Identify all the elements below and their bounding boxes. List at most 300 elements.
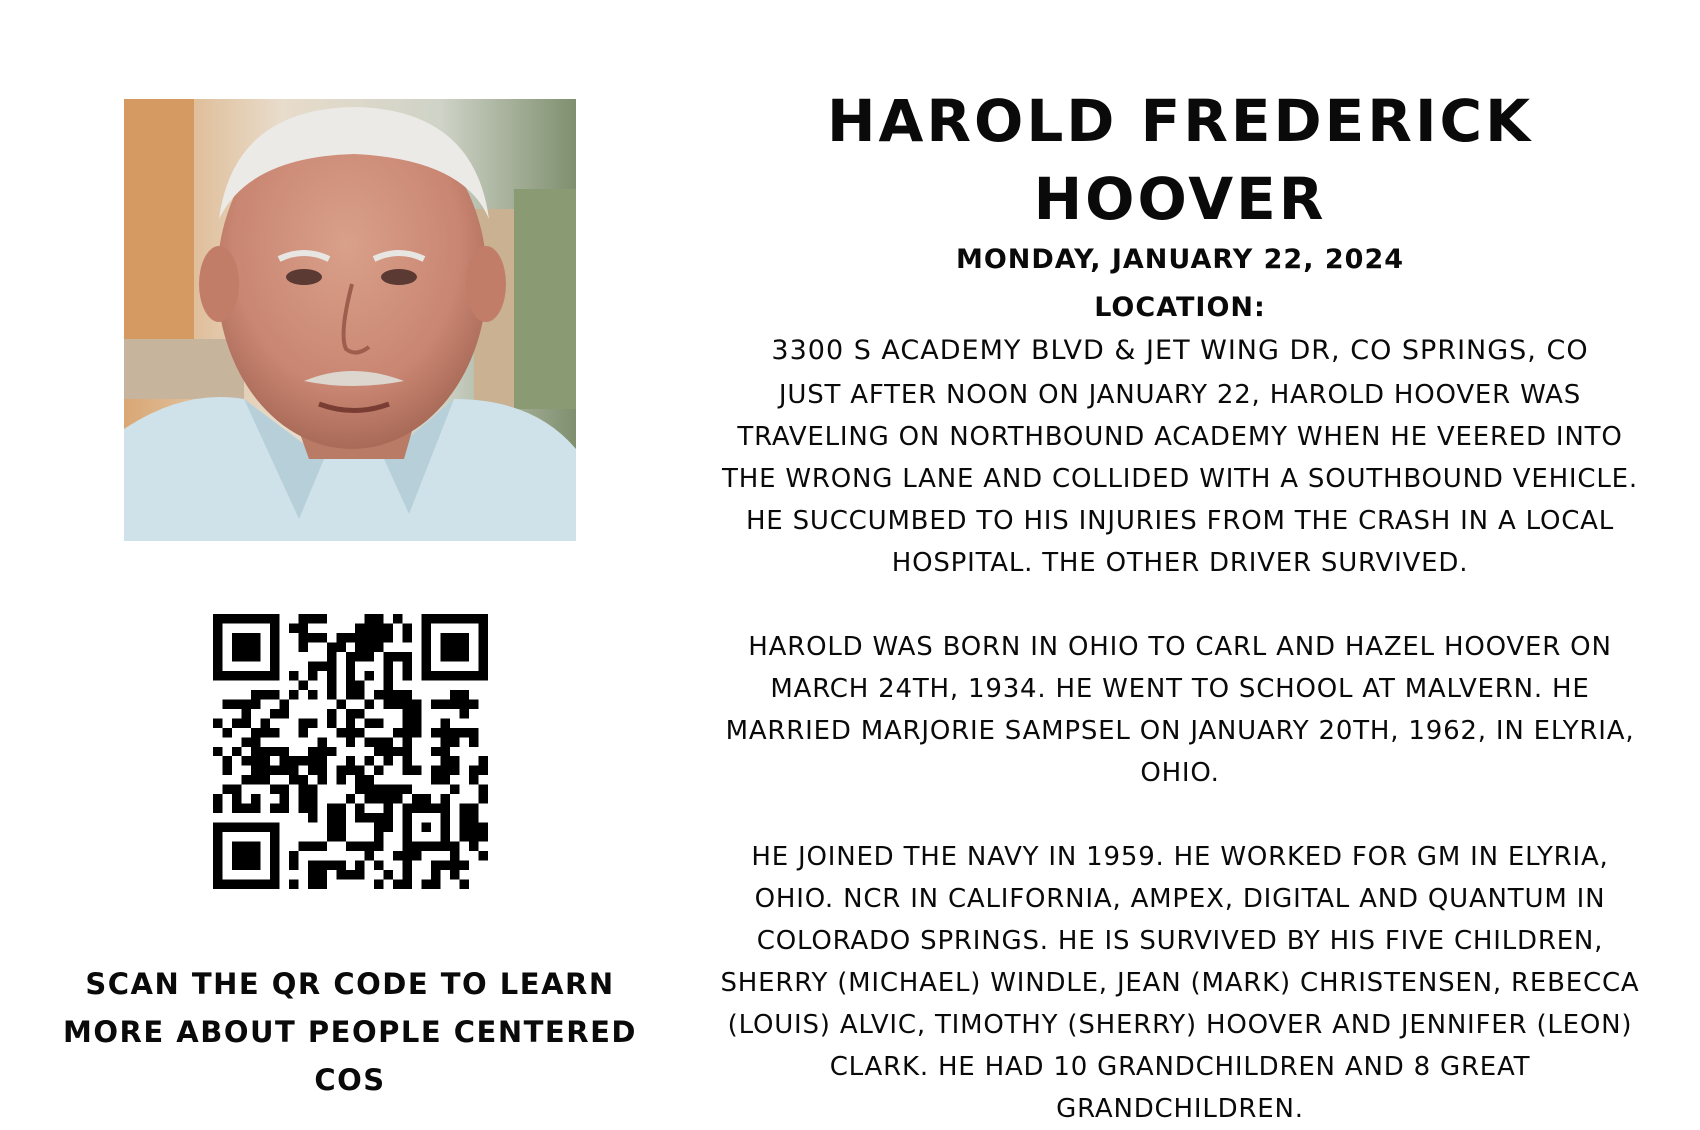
qr-module: [374, 633, 383, 642]
qr-module: [355, 690, 364, 699]
qr-module: [431, 861, 440, 870]
qr-module: [308, 756, 317, 765]
qr-module: [450, 671, 459, 680]
qr-module: [355, 709, 364, 718]
qr-module: [431, 880, 440, 889]
qr-module: [222, 756, 231, 765]
qr-module: [327, 642, 336, 651]
qr-module: [327, 832, 336, 841]
qr-module: [317, 633, 326, 642]
qr-module: [479, 633, 488, 642]
qr-module: [298, 623, 307, 632]
qr-module: [365, 642, 374, 651]
qr-module: [251, 699, 260, 708]
qr-module: [308, 785, 317, 794]
qr-module: [403, 671, 412, 680]
qr-module: [327, 690, 336, 699]
qr-module: [441, 842, 450, 851]
qr-module: [384, 652, 393, 661]
qr-module: [479, 614, 488, 623]
qr-module: [289, 690, 298, 699]
qr-module: [251, 842, 260, 851]
qr-module: [431, 870, 440, 879]
qr-module: [403, 861, 412, 870]
qr-module: [384, 661, 393, 670]
qr-module: [327, 652, 336, 661]
qr-module: [374, 623, 383, 632]
date: MONDAY, JANUARY 22, 2024: [955, 244, 1405, 275]
qr-module: [270, 880, 279, 889]
qr-module: [441, 718, 450, 727]
qr-module: [241, 718, 250, 727]
qr-module: [403, 842, 412, 851]
location-label: LOCATION:: [1094, 292, 1266, 323]
qr-module: [403, 851, 412, 860]
qr-module: [213, 633, 222, 642]
qr-module: [365, 718, 374, 727]
qr-module: [308, 766, 317, 775]
qr-module: [460, 690, 469, 699]
qr-module: [213, 623, 222, 632]
qr-module: [317, 870, 326, 879]
qr-module: [241, 737, 250, 746]
qr-module: [327, 804, 336, 813]
qr-module: [327, 718, 336, 727]
qr-module: [479, 794, 488, 803]
qr-module: [213, 851, 222, 860]
qr-module: [346, 728, 355, 737]
qr-module: [422, 842, 431, 851]
qr-module: [251, 671, 260, 680]
qr-module: [441, 766, 450, 775]
qr-module: [365, 794, 374, 803]
qr-module: [241, 861, 250, 870]
qr-module: [412, 804, 421, 813]
qr-module: [222, 728, 231, 737]
qr-module: [469, 728, 478, 737]
qr-module: [355, 813, 364, 822]
qr-module: [298, 756, 307, 765]
qr-module: [232, 652, 241, 661]
qr-module: [279, 709, 288, 718]
qr-module: [336, 766, 345, 775]
qr-module: [298, 642, 307, 651]
qr-module: [279, 756, 288, 765]
qr-module: [308, 690, 317, 699]
qr-module: [422, 880, 431, 889]
qr-module: [441, 737, 450, 746]
qr-module: [308, 794, 317, 803]
qr-module: [260, 614, 269, 623]
qr-module: [393, 747, 402, 756]
qr-module: [308, 813, 317, 822]
qr-module: [289, 623, 298, 632]
qr-module: [412, 718, 421, 727]
qr-module: [412, 728, 421, 737]
qr-module: [279, 785, 288, 794]
qr-module: [346, 709, 355, 718]
qr-module: [460, 642, 469, 651]
qr-module: [422, 614, 431, 623]
qr-module: [317, 880, 326, 889]
qr-module: [441, 794, 450, 803]
qr-module: [260, 756, 269, 765]
qr-module: [441, 652, 450, 661]
portrait-photo: [124, 99, 576, 541]
qr-module: [270, 851, 279, 860]
qr-module: [384, 756, 393, 765]
qr-module: [251, 652, 260, 661]
qr-module: [232, 718, 241, 727]
qr-module: [346, 737, 355, 746]
qr-module: [393, 794, 402, 803]
qr-module: [241, 709, 250, 718]
qr-module: [479, 652, 488, 661]
qr-module: [232, 794, 241, 803]
qr-module: [365, 633, 374, 642]
qr-module: [222, 785, 231, 794]
qr-module: [346, 633, 355, 642]
qr-module: [450, 861, 459, 870]
qr-module: [336, 728, 345, 737]
qr-module: [450, 699, 459, 708]
qr-module: [450, 737, 459, 746]
qr-module: [393, 851, 402, 860]
qr-module: [241, 652, 250, 661]
qr-module: [232, 804, 241, 813]
qr-module: [241, 880, 250, 889]
qr-module: [403, 813, 412, 822]
qr-module: [450, 756, 459, 765]
qr-module: [374, 614, 383, 623]
qr-module: [469, 813, 478, 822]
qr-module: [460, 880, 469, 889]
qr-module: [365, 851, 374, 860]
qr-module: [365, 699, 374, 708]
qr-module: [346, 680, 355, 689]
qr-module: [460, 832, 469, 841]
qr-module: [251, 690, 260, 699]
qr-module: [460, 699, 469, 708]
qr-module: [365, 671, 374, 680]
qr-module: [441, 861, 450, 870]
qr-module: [270, 870, 279, 879]
qr-module: [450, 690, 459, 699]
qr-module: [355, 623, 364, 632]
qr-module: [460, 813, 469, 822]
crash-paragraph: JUST AFTER NOON ON JANUARY 22, HAROLD HOOVER WAS TRAVELING ON NORTHBOUND ACADEMY WHEN HE VEERED INTO THE WRONG LANE AND COLLIDED WITH A SOUTHBOUND VEHICLE. HE SUCCUMBED TO HIS INJURIES FROM THE CRASH IN A LOCAL HOSPITAL. THE OTHER DRIVER SURVIVED.: [722, 380, 1638, 578]
qr-module: [270, 614, 279, 623]
qr-module: [289, 766, 298, 775]
qr-module: [441, 728, 450, 737]
qr-module: [308, 747, 317, 756]
qr-module: [213, 614, 222, 623]
qr-module: [460, 633, 469, 642]
qr-module: [374, 785, 383, 794]
qr-module: [298, 794, 307, 803]
qr-module: [365, 614, 374, 623]
qr-module: [289, 880, 298, 889]
qr-module: [441, 614, 450, 623]
qr-module: [403, 766, 412, 775]
qr-module: [260, 823, 269, 832]
qr-module: [346, 652, 355, 661]
qr-module: [355, 861, 364, 870]
qr-module: [251, 633, 260, 642]
qr-module: [355, 766, 364, 775]
qr-module: [270, 823, 279, 832]
qr-module: [289, 671, 298, 680]
qr-module: [232, 633, 241, 642]
qr-module: [431, 614, 440, 623]
qr-module: [346, 870, 355, 879]
qr-module: [289, 756, 298, 765]
qr-module: [460, 614, 469, 623]
qr-module: [403, 804, 412, 813]
qr-module: [403, 756, 412, 765]
qr-module: [346, 661, 355, 670]
qr-module: [374, 832, 383, 841]
qr-module: [279, 794, 288, 803]
qr-module: [336, 870, 345, 879]
qr-module: [279, 766, 288, 775]
qr-module: [222, 823, 231, 832]
qr-module: [298, 680, 307, 689]
qr-module: [232, 861, 241, 870]
qr-module: [441, 756, 450, 765]
qr-module: [289, 775, 298, 784]
qr-module: [241, 699, 250, 708]
qr-module: [450, 728, 459, 737]
qr-module: [308, 880, 317, 889]
qr-module: [317, 661, 326, 670]
qr-module: [374, 642, 383, 651]
qr-module: [298, 775, 307, 784]
qr-module: [232, 747, 241, 756]
qr-module: [251, 861, 260, 870]
qr-module: [336, 699, 345, 708]
qr-module: [232, 614, 241, 623]
qr-module: [260, 671, 269, 680]
qr-module: [384, 680, 393, 689]
qr-module: [412, 766, 421, 775]
qr-module: [384, 623, 393, 632]
qr-module: [308, 718, 317, 727]
qr-module: [213, 804, 222, 813]
qr-module: [336, 861, 345, 870]
qr-module: [260, 747, 269, 756]
person-name: HAROLD FREDERICK HOOVER: [826, 87, 1534, 233]
family-paragraph: HE JOINED THE NAVY IN 1959. HE WORKED FOR GM IN ELYRIA, OHIO. NCR IN CALIFORNIA, AMPEX, DIGITAL AND QUANTUM IN COLORADO SPRINGS. HE IS SURVIVED BY HIS FIVE CHILDREN, SHERRY (MICHAEL) WINDLE, JEAN (MARK) CHRISTENSEN, REBECCA (LOUIS) ALVIC, TIMOTHY (SHERRY) HOOVER AND JENNIFER (LEON) CLARK. HE HAD 10 GRANDCHILDREN AND 8 GREAT GRANDCHILDREN.: [720, 842, 1640, 1124]
qr-module: [317, 842, 326, 851]
qr-module: [270, 623, 279, 632]
qr-module: [403, 737, 412, 746]
qr-module: [336, 813, 345, 822]
qr-module: [450, 614, 459, 623]
qr-module: [384, 794, 393, 803]
qr-module: [412, 842, 421, 851]
qr-module: [365, 775, 374, 784]
qr-module: [251, 775, 260, 784]
memorial-text: [700, 82, 1660, 1130]
qr-module: [450, 870, 459, 879]
qr-module: [270, 804, 279, 813]
qr-module: [251, 880, 260, 889]
qr-module: [232, 785, 241, 794]
qr-module: [469, 671, 478, 680]
qr-module: [403, 623, 412, 632]
qr-module: [222, 699, 231, 708]
qr-module: [213, 718, 222, 727]
qr-module: [469, 699, 478, 708]
qr-module: [270, 690, 279, 699]
qr-module: [384, 633, 393, 642]
qr-module: [355, 728, 364, 737]
qr-module: [374, 880, 383, 889]
qr-module: [317, 737, 326, 746]
qr-module: [403, 870, 412, 879]
qr-module: [270, 642, 279, 651]
qr-module: [431, 842, 440, 851]
qr-module: [384, 671, 393, 680]
qr-module: [270, 652, 279, 661]
qr-module: [460, 728, 469, 737]
qr-module: [479, 785, 488, 794]
qr-module: [393, 614, 402, 623]
qr-module: [232, 642, 241, 651]
qr-module: [393, 880, 402, 889]
qr-module: [355, 642, 364, 651]
qr-module: [412, 794, 421, 803]
qr-module: [460, 671, 469, 680]
qr-module: [251, 728, 260, 737]
qr-module: [260, 880, 269, 889]
qr-module: [298, 728, 307, 737]
qr-module: [403, 785, 412, 794]
qr-module: [460, 823, 469, 832]
qr-module: [365, 756, 374, 765]
qr-module: [469, 766, 478, 775]
qr-module: [336, 804, 345, 813]
qr-module: [232, 823, 241, 832]
qr-module: [422, 623, 431, 632]
qr-module: [479, 671, 488, 680]
qr-module: [298, 718, 307, 727]
qr-module: [241, 642, 250, 651]
qr-module: [355, 804, 364, 813]
qr-module: [270, 832, 279, 841]
qr-module: [479, 623, 488, 632]
qr-module: [365, 785, 374, 794]
qr-module: [260, 766, 269, 775]
qr-module: [460, 709, 469, 718]
qr-module: [346, 794, 355, 803]
qr-module: [469, 737, 478, 746]
qr-module: [450, 633, 459, 642]
qr-module: [412, 699, 421, 708]
qr-module: [327, 747, 336, 756]
qr-module: [441, 832, 450, 841]
qr-module: [384, 690, 393, 699]
qr-module: [374, 747, 383, 756]
qr-module: [384, 737, 393, 746]
qr-module: [431, 699, 440, 708]
qr-module: [213, 880, 222, 889]
qr-module: [213, 794, 222, 803]
qr-module: [441, 633, 450, 642]
qr-module: [270, 842, 279, 851]
qr-module: [365, 652, 374, 661]
qr-module: [374, 737, 383, 746]
qr-module: [213, 861, 222, 870]
qr-module: [298, 804, 307, 813]
qr-module: [260, 690, 269, 699]
qr-module: [222, 671, 231, 680]
qr-module: [479, 851, 488, 860]
qr-module: [270, 766, 279, 775]
portrait-illustration: [124, 99, 576, 541]
qr-module: [308, 804, 317, 813]
qr-module: [393, 785, 402, 794]
qr-module: [403, 728, 412, 737]
qr-module: [260, 775, 269, 784]
qr-module: [431, 775, 440, 784]
qr-module: [213, 870, 222, 879]
qr-module: [441, 804, 450, 813]
qr-module: [317, 614, 326, 623]
qr-module: [327, 813, 336, 822]
qr-module: [251, 823, 260, 832]
qr-module: [431, 766, 440, 775]
qr-module: [450, 842, 459, 851]
qr-module: [270, 728, 279, 737]
qr-module: [431, 671, 440, 680]
qr-module: [374, 690, 383, 699]
qr-module: [241, 614, 250, 623]
qr-module: [317, 747, 326, 756]
qr-module: [384, 804, 393, 813]
qr-module: [403, 652, 412, 661]
qr-module: [460, 804, 469, 813]
qr-module: [393, 728, 402, 737]
qr-module: [374, 813, 383, 822]
qr-module: [327, 671, 336, 680]
qr-module: [317, 775, 326, 784]
qr-module: [412, 851, 421, 860]
qr-module: [422, 671, 431, 680]
qr-module: [251, 756, 260, 765]
qr-module: [336, 775, 345, 784]
qr-module: [374, 766, 383, 775]
qr-module: [441, 823, 450, 832]
qr-module: [251, 737, 260, 746]
qr-module: [412, 709, 421, 718]
qr-module: [251, 766, 260, 775]
qr-module: [213, 642, 222, 651]
qr-module: [469, 775, 478, 784]
qr-module: [232, 699, 241, 708]
qr-code[interactable]: [213, 614, 488, 889]
qr-module: [450, 652, 459, 661]
qr-module: [213, 823, 222, 832]
qr-module: [270, 671, 279, 680]
qr-module: [384, 823, 393, 832]
qr-module: [260, 728, 269, 737]
qr-module: [327, 680, 336, 689]
qr-module: [241, 842, 250, 851]
qr-module: [479, 766, 488, 775]
qr-module: [365, 842, 374, 851]
